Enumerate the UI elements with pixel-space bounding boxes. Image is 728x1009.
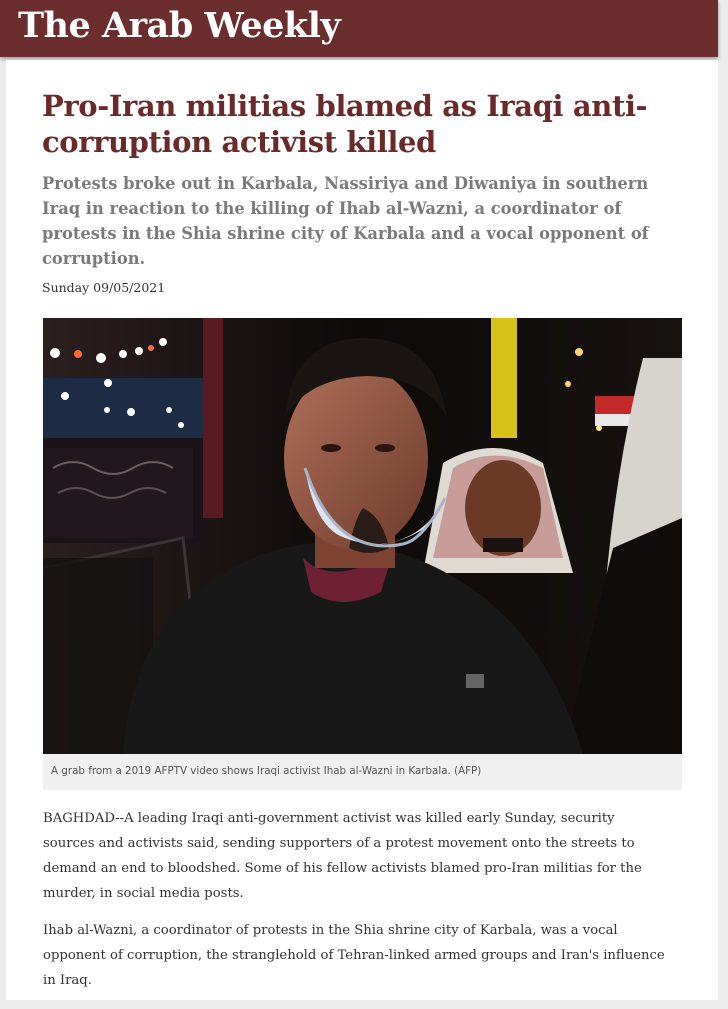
article-paragraph: Ihab al-Wazni, a coordinator of protests in the Shia shrine city of Karbala, was a vocal opponent of corruption, the stranglehold of Tehran-linked armed groups and Iran's influence in Iraq. bbox=[43, 923, 665, 988]
article-paragraph: BAGHDAD--A leading Iraqi anti-government activist was killed early Sunday, security sources and activists said, sending supporters of a protest movement onto the streets to demand an end to bloodshed. Some of his fellow activists blamed pro-Iran militias for the murder, in social media posts. bbox=[43, 811, 642, 901]
article-date: Sunday 09/05/2021 bbox=[42, 280, 166, 295]
site-logo[interactable]: The Arab Weekly bbox=[18, 5, 341, 46]
photo-illustration bbox=[43, 318, 682, 754]
article-photo bbox=[43, 318, 682, 754]
article-figure bbox=[43, 318, 682, 790]
article-headline: Pro-Iran militias blamed as Iraqi anti-corruption activist killed bbox=[42, 89, 648, 159]
article-subhead: Protests broke out in Karbala, Nassiriya and Diwaniya in southern Iraq in reaction to the killing of Ihab al-Wazni, a coordinator of protests in the Shia shrine city of Karbala and a vocal opponent of corruption. bbox=[42, 174, 649, 268]
site-header bbox=[0, 0, 718, 57]
article-page bbox=[6, 60, 718, 1000]
image-caption: A grab from a 2019 AFPTV video shows Iraqi activist Ihab al-Wazni in Karbala. (AFP) bbox=[51, 765, 482, 777]
